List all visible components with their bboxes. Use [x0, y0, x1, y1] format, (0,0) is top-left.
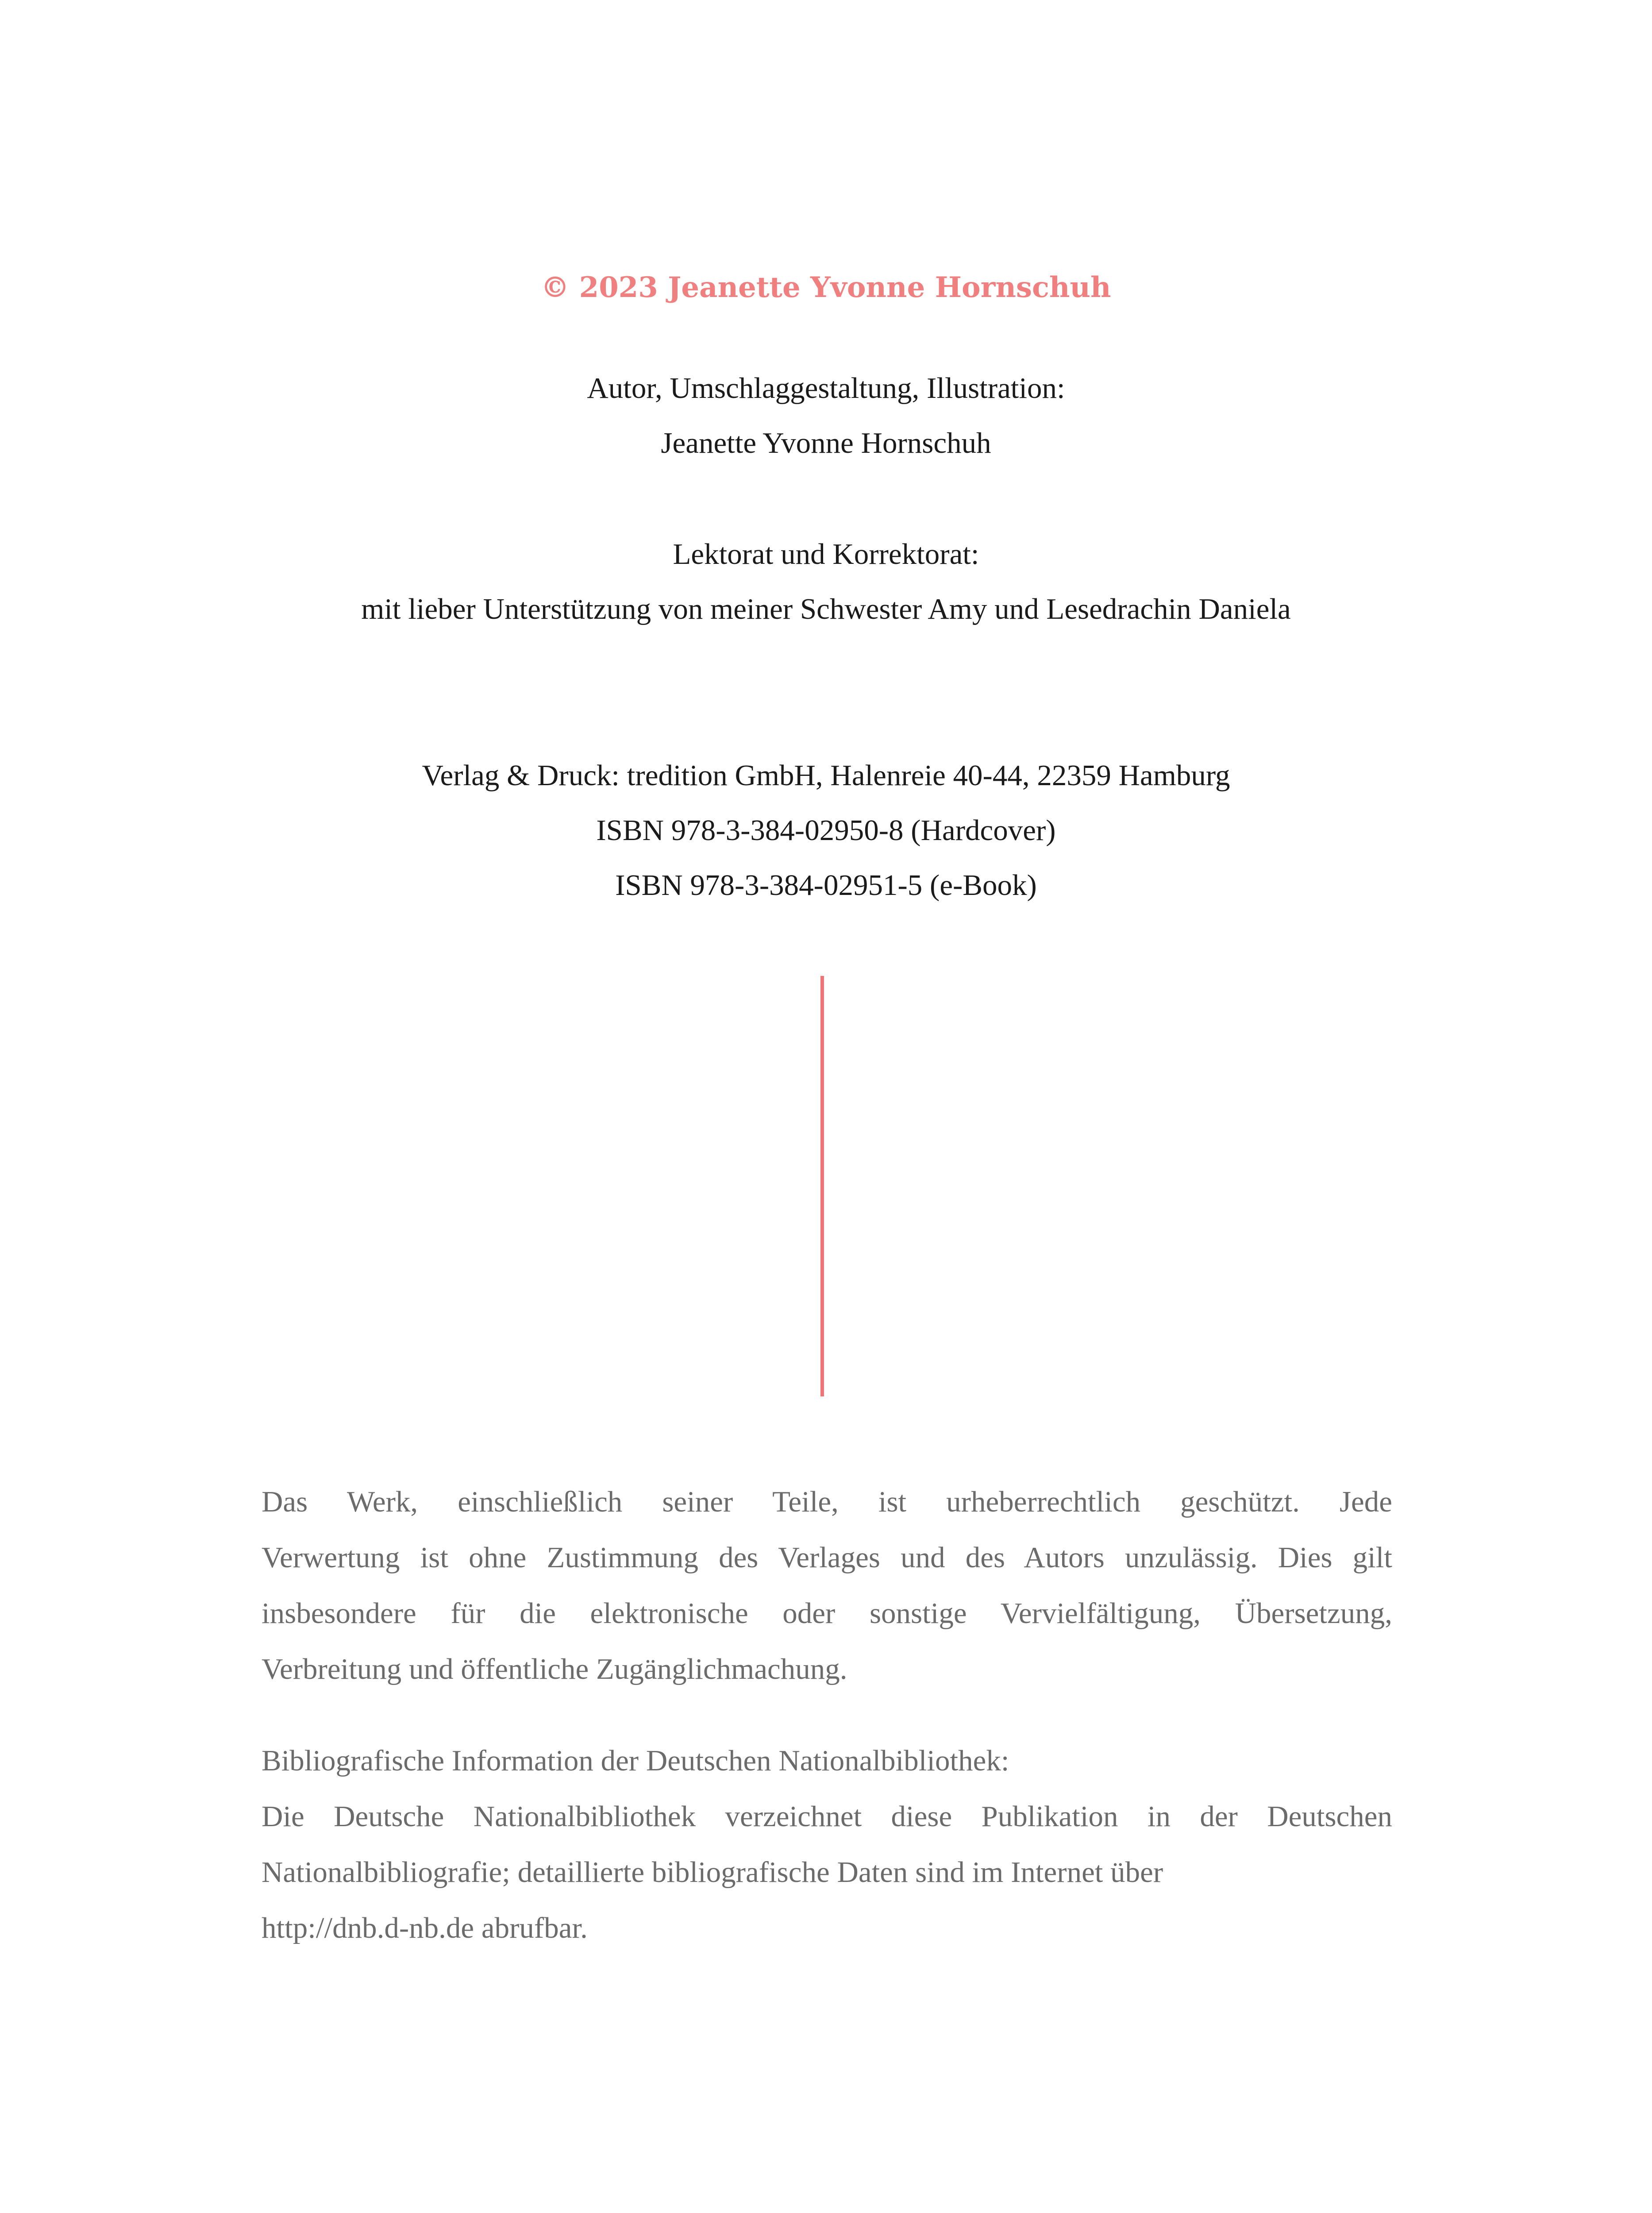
editing-credit-label: Lektorat und Korrektorat: — [673, 538, 979, 571]
rights-line: Verwertung ist ohne Zustimmung des Verlages und des Autors unzulässig. Dies gilt — [262, 1541, 1392, 1574]
author-credits — [0, 361, 1652, 470]
editing-credit-text: mit lieber Unterstützung von meiner Schwester Amy und Lesedrachin Daniela — [361, 593, 1291, 625]
dnb-link-text: http://dnb.d-nb.de abrufbar. — [262, 1912, 588, 1944]
biblio-heading: Bibliografische Information der Deutschen Nationalbibliothek: — [262, 1744, 1009, 1777]
publisher-line: Verlag & Druck: tredition GmbH, Halenreie 40-44, 22359 Hamburg — [422, 759, 1230, 792]
author-credit-label: Autor, Umschlaggestaltung, Illustration: — [587, 372, 1065, 405]
editing-credits — [0, 527, 1652, 636]
author-name: Jeanette Yvonne Hornschuh — [661, 427, 991, 459]
isbn-hardcover: ISBN 978-3-384-02950-8 (Hardcover) — [596, 814, 1056, 847]
biblio-line: Nationalbibliografie; detaillierte bibliografische Daten sind im Internet über — [262, 1856, 1163, 1889]
biblio-line: Die Deutsche Nationalbibliothek verzeichnet diese Publikation in der Deutschen — [262, 1800, 1392, 1833]
publisher-info — [0, 748, 1652, 913]
isbn-ebook: ISBN 978-3-384-02951-5 (e-Book) — [615, 869, 1037, 902]
copyright-notice: © 2023 Jeanette Yvonne Hornschuh — [541, 271, 1111, 304]
rights-line: Verbreitung und öffentliche Zugänglichmachung. — [262, 1653, 847, 1685]
rights-notice — [262, 1474, 1392, 1697]
rights-line: insbesondere für die elektronische oder sonstige Vervielfältigung, Übersetzung, — [262, 1597, 1392, 1630]
vertical-divider — [820, 976, 824, 1396]
rights-line: Das Werk, einschließlich seiner Teile, ist urheberrechtlich geschützt. Jede — [262, 1485, 1392, 1518]
bibliographic-notice — [262, 1733, 1392, 1956]
